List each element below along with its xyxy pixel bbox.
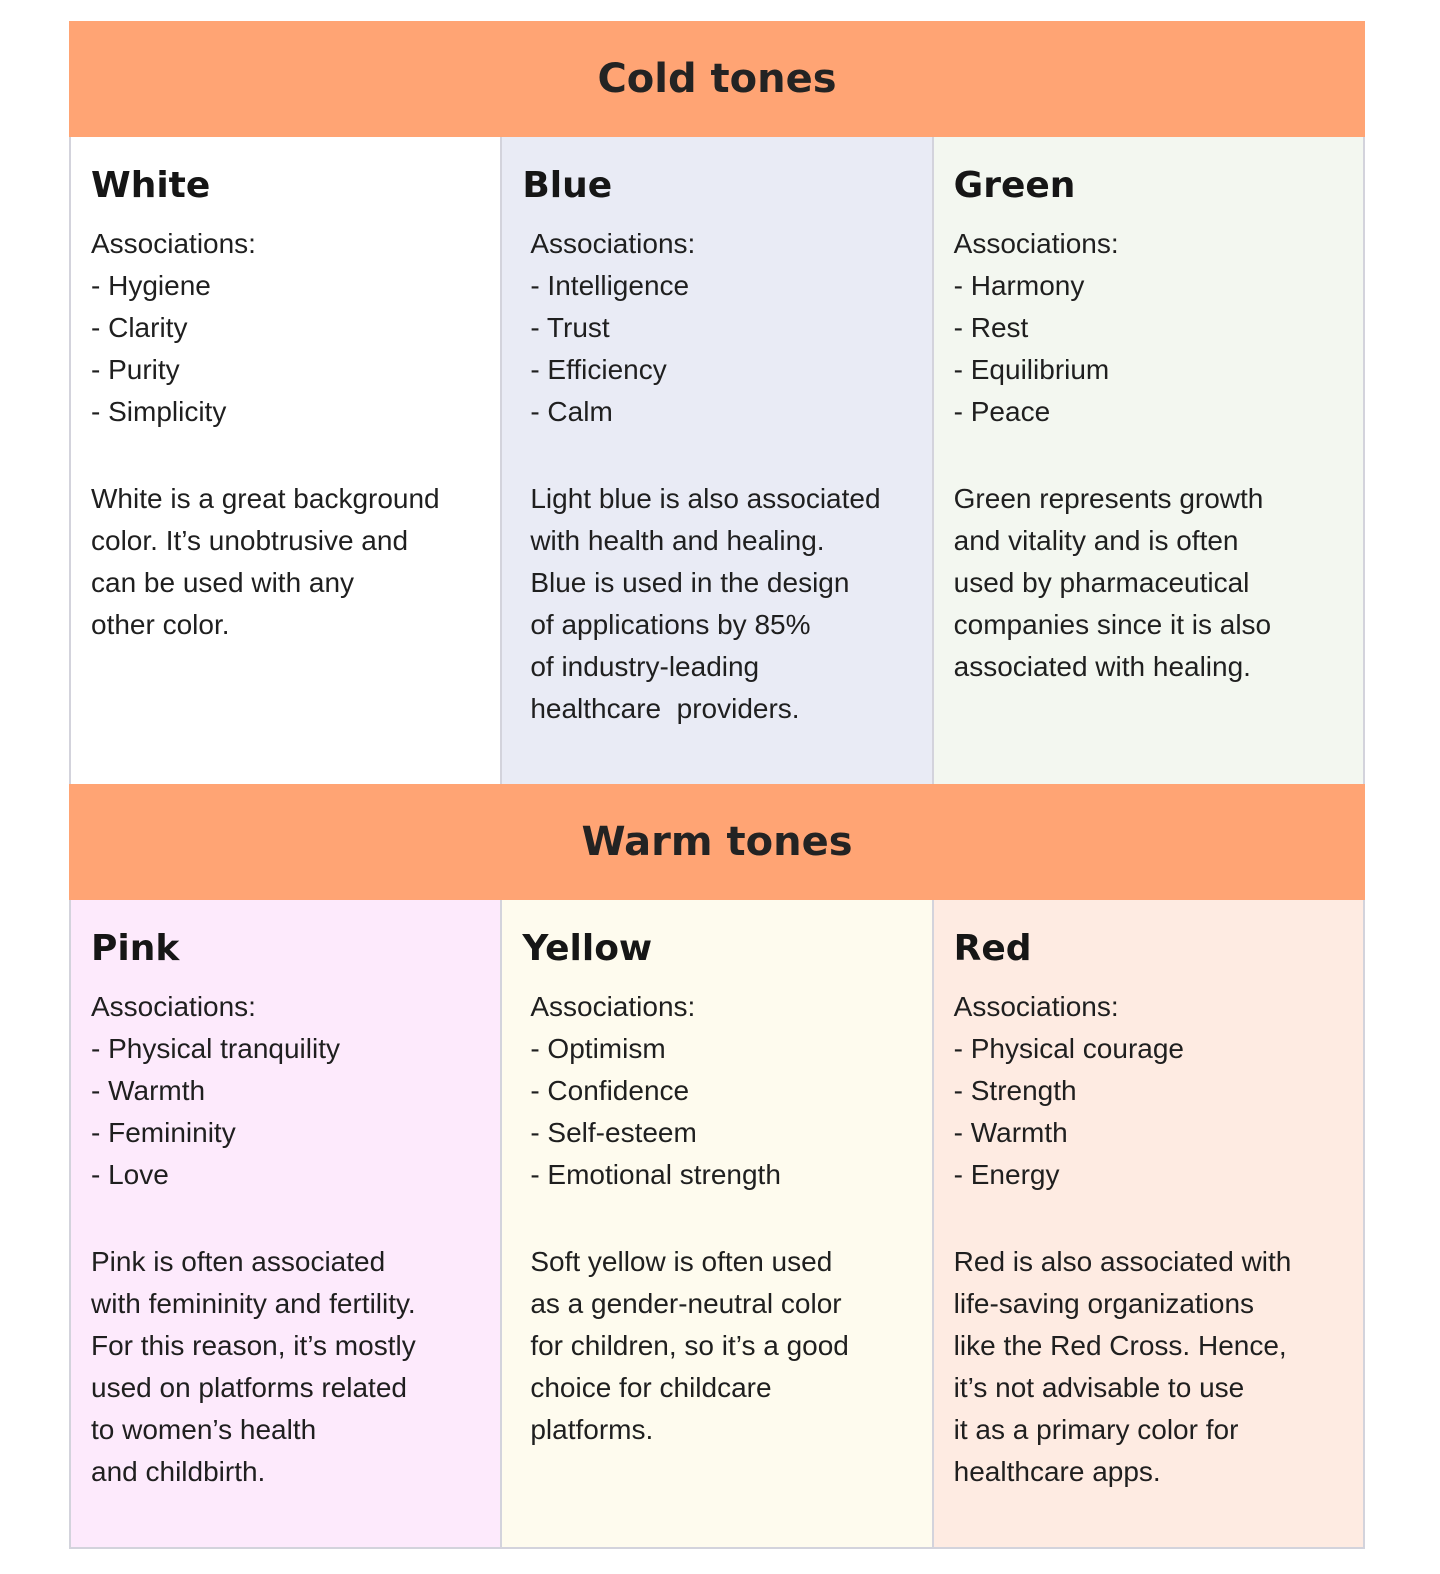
association-item: - Simplicity — [91, 396, 227, 427]
card-title: Pink — [91, 928, 180, 969]
association-item: - Confidence — [530, 1075, 690, 1106]
association-item: - Trust — [530, 312, 610, 343]
association-item: - Calm — [530, 396, 613, 427]
description-line: For this reason, it’s mostly — [91, 1330, 416, 1361]
associations-list — [530, 223, 695, 433]
description-line: with health and healing. — [530, 525, 825, 556]
description-line: healthcare providers. — [530, 693, 800, 724]
description-line: like the Red Cross. Hence, — [953, 1330, 1287, 1361]
description-line: as a gender-neutral color — [530, 1288, 842, 1319]
association-item: - Rest — [953, 312, 1029, 343]
description-line: used by pharmaceutical — [953, 567, 1250, 598]
description-line: color. It’s unobtrusive and — [91, 525, 409, 556]
description-line: Blue is used in the design — [530, 567, 850, 598]
associations-list — [530, 986, 781, 1196]
card-yellow — [502, 900, 933, 1547]
description-line: associated with healing. — [953, 651, 1251, 682]
description-line: it as a primary color for — [953, 1414, 1239, 1445]
associations-list — [91, 986, 340, 1196]
description-line: companies since it is also — [953, 609, 1272, 640]
association-item: - Warmth — [953, 1117, 1068, 1148]
warm-tones-row — [69, 900, 1365, 1549]
warm-tones-heading: Warm tones — [69, 784, 1365, 900]
card-green — [934, 137, 1365, 784]
card-description — [954, 1241, 1292, 1493]
association-item: - Efficiency — [530, 354, 667, 385]
associations-list — [954, 223, 1119, 433]
associations-label: Associations: — [530, 991, 696, 1022]
description-line: Soft yellow is often used — [530, 1246, 833, 1277]
card-description — [91, 1241, 416, 1493]
description-line: Green represents growth — [953, 483, 1264, 514]
associations-label: Associations: — [953, 991, 1119, 1022]
association-item: - Energy — [953, 1159, 1060, 1190]
associations-label: Associations: — [530, 228, 696, 259]
associations-label: Associations: — [91, 991, 256, 1022]
associations-list — [954, 986, 1184, 1196]
association-item: - Strength — [953, 1075, 1077, 1106]
association-item: - Emotional strength — [530, 1159, 781, 1190]
association-item: - Intelligence — [530, 270, 690, 301]
association-item: - Peace — [953, 396, 1051, 427]
association-item: - Equilibrium — [953, 354, 1110, 385]
card-description — [91, 478, 440, 646]
description-line: Pink is often associated — [91, 1246, 386, 1277]
association-item: - Physical courage — [953, 1033, 1184, 1064]
description-line: and childbirth. — [91, 1456, 266, 1487]
description-line: used on platforms related — [91, 1372, 407, 1403]
description-line: can be used with any — [91, 567, 355, 598]
card-title: Yellow — [522, 928, 653, 969]
card-pink — [71, 900, 502, 1547]
card-title: White — [91, 165, 211, 206]
description-line: life-saving organizations — [953, 1288, 1255, 1319]
card-red — [934, 900, 1365, 1547]
description-line: with femininity and fertility. — [91, 1288, 416, 1319]
association-item: - Optimism — [530, 1033, 666, 1064]
association-item: - Warmth — [91, 1075, 206, 1106]
description-line: other color. — [91, 609, 230, 640]
association-item: - Femininity — [91, 1117, 236, 1148]
description-line: of industry-leading — [530, 651, 760, 682]
card-description — [530, 478, 880, 730]
description-line: Light blue is also associated — [530, 483, 881, 514]
association-item: - Hygiene — [91, 270, 211, 301]
description-line: Red is also associated with — [953, 1246, 1292, 1277]
association-item: - Harmony — [953, 270, 1085, 301]
description-line: of applications by 85% — [530, 609, 811, 640]
description-line: it’s not advisable to use — [953, 1372, 1245, 1403]
associations-list — [91, 223, 256, 433]
card-title: Green — [953, 165, 1076, 206]
association-item: - Clarity — [91, 312, 188, 343]
description-line: White is a great background — [91, 483, 440, 514]
cold-tones-row — [69, 137, 1365, 784]
association-item: - Love — [91, 1159, 169, 1190]
cold-tones-heading: Cold tones — [69, 21, 1365, 137]
card-white — [71, 137, 502, 784]
card-title: Blue — [522, 165, 613, 206]
description-line: to women’s health — [91, 1414, 317, 1445]
card-description — [530, 1241, 849, 1451]
associations-label: Associations: — [91, 228, 256, 259]
association-item: - Purity — [91, 354, 180, 385]
color-psychology-table — [69, 21, 1365, 1549]
description-line: choice for childcare — [530, 1372, 772, 1403]
association-item: - Self-esteem — [530, 1117, 697, 1148]
card-blue — [502, 137, 933, 784]
description-line: healthcare apps. — [953, 1456, 1161, 1487]
association-item: - Physical tranquility — [91, 1033, 340, 1064]
description-line: and vitality and is often — [953, 525, 1239, 556]
description-line: platforms. — [530, 1414, 654, 1445]
description-line: for children, so it’s a good — [530, 1330, 849, 1361]
card-title: Red — [953, 928, 1032, 969]
card-description — [954, 478, 1271, 688]
associations-label: Associations: — [953, 228, 1119, 259]
